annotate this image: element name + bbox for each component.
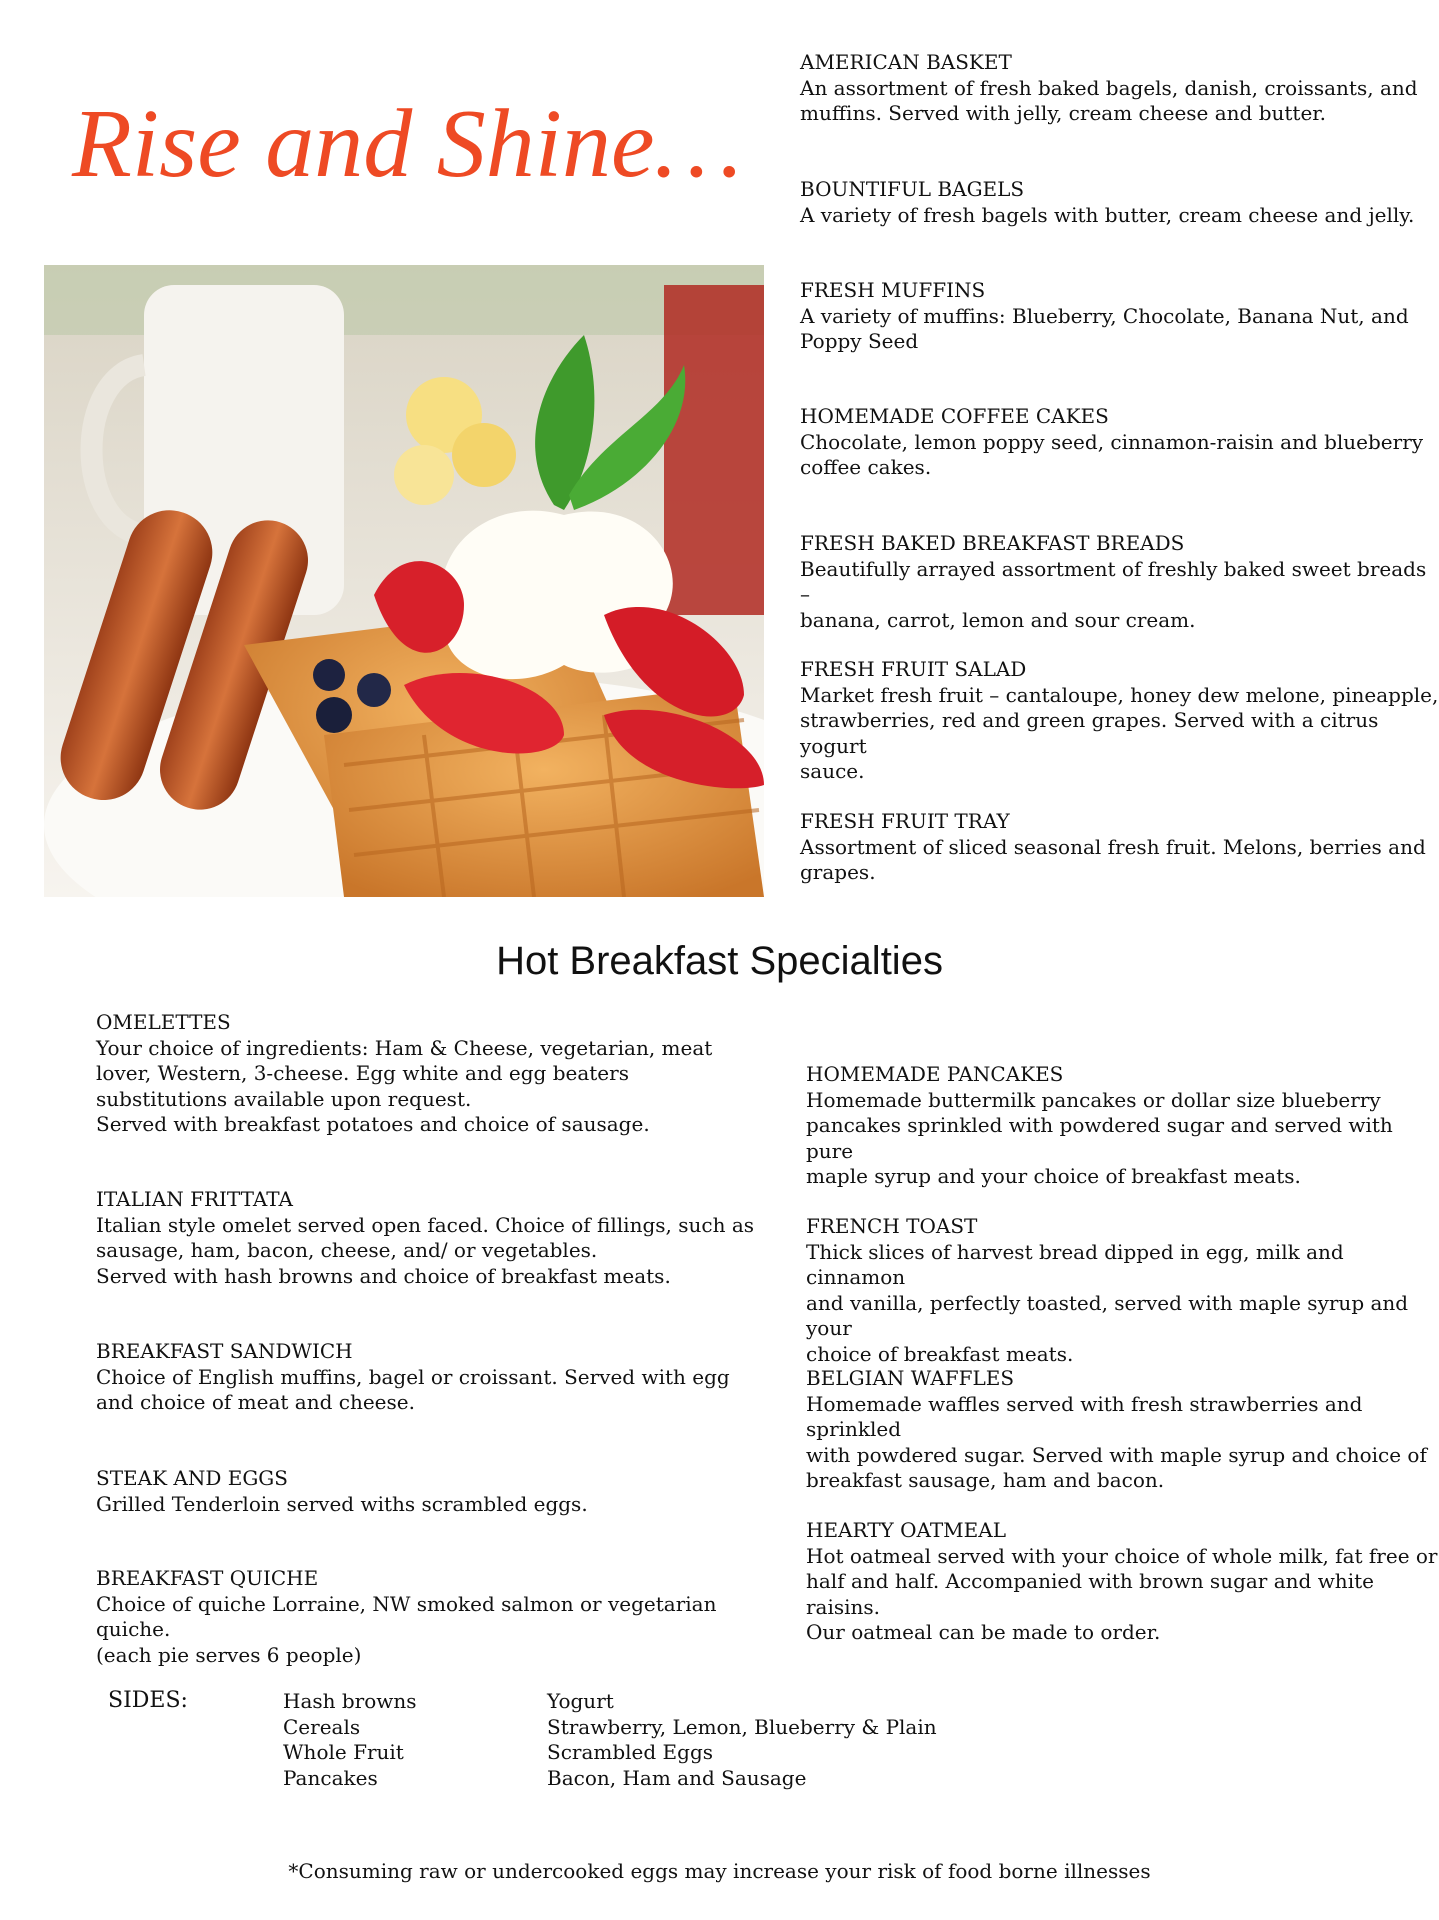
- menu-item-name: OMELETTES: [96, 1010, 231, 1034]
- sides-item: Bacon, Ham and Sausage: [547, 1765, 807, 1790]
- sides-item: Cereals: [283, 1714, 361, 1739]
- menu-item: [806, 1214, 1439, 1367]
- menu-item: [96, 1466, 588, 1517]
- sides-item: Pancakes: [283, 1765, 378, 1790]
- menu-item-description: Italian style omelet served open faced. Choice of fillings, such as sausage, ham, bacon, cheese, and/ or vegetables. Served with hash browns and choice of breakfast meats.: [96, 1212, 755, 1288]
- menu-item-description: Your choice of ingredients: Ham & Cheese, vegetarian, meat lover, Western, 3-cheese. Egg white and egg beaters substitutions available upon request. Served with breakfast potatoes and choice of sausage.: [96, 1035, 713, 1136]
- sides-item: Scrambled Eggs: [547, 1740, 714, 1764]
- menu-item-name: BELGIAN WAFFLES: [806, 1366, 1015, 1390]
- menu-item-name: HEARTY OATMEAL: [806, 1518, 1006, 1542]
- menu-item-name: FRESH BAKED BREAKFAST BREADS: [800, 531, 1185, 555]
- sides-list: [283, 1689, 417, 1791]
- sides-label: SIDES:: [108, 1688, 188, 1713]
- menu-item: [800, 177, 1414, 228]
- menu-item-description: Assortment of sliced seasonal fresh fruit. Melons, berries and grapes.: [800, 834, 1426, 884]
- footnote: *Consuming raw or undercooked eggs may increase your risk of food borne illnesses: [288, 1859, 1151, 1883]
- menu-item-name: HOMEMADE COFFEE CAKES: [800, 404, 1109, 428]
- menu-item-name: AMERICAN BASKET: [800, 50, 1012, 74]
- menu-item: [800, 50, 1418, 127]
- menu-item-description: Grilled Tenderloin served withs scrambled eggs.: [96, 1491, 588, 1516]
- menu-item-name: FRESH FRUIT TRAY: [800, 809, 1010, 833]
- menu-item-description: Homemade buttermilk pancakes or dollar size blueberry pancakes sprinkled with powdered sugar and served with pure maple syrup and your choice of breakfast meats.: [806, 1087, 1393, 1188]
- menu-item-name: BREAKFAST QUICHE: [96, 1566, 319, 1590]
- menu-item: [800, 531, 1439, 633]
- menu-item-description: Market fresh fruit – cantaloupe, honey dew melone, pineapple, strawberries, red and green grapes. Served with a citrus yogurt sauce.: [800, 682, 1439, 783]
- menu-item: [806, 1062, 1439, 1190]
- menu-item: [96, 1566, 716, 1668]
- menu-item-name: BOUNTIFUL BAGELS: [800, 177, 1025, 201]
- menu-item: [806, 1366, 1439, 1494]
- menu-item: [800, 809, 1426, 886]
- menu-item-name: HOMEMADE PANCAKES: [806, 1062, 1064, 1086]
- menu-item-description: Thick slices of harvest bread dipped in egg, milk and cinnamon and vanilla, perfectly toasted, served with maple syrup and your choice of breakfast meats.: [806, 1239, 1409, 1366]
- menu-item-description: A variety of fresh bagels with butter, cream cheese and jelly.: [800, 202, 1415, 227]
- menu-item: [806, 1518, 1439, 1646]
- menu-item-description: Hot oatmeal served with your choice of whole milk, fat free or half and half. Accompanied with brown sugar and white raisins. Our oatmeal can be made to order.: [806, 1543, 1438, 1644]
- menu-item-name: BREAKFAST SANDWICH: [96, 1339, 353, 1363]
- menu-item-description: Choice of English muffins, bagel or croissant. Served with egg and choice of meat and cheese.: [96, 1364, 730, 1414]
- sides-list: [547, 1689, 937, 1791]
- menu-item-description: Chocolate, lemon poppy seed, cinnamon-raisin and blueberry coffee cakes.: [800, 429, 1424, 479]
- menu-item-description: A variety of muffins: Blueberry, Chocolate, Banana Nut, and Poppy Seed: [800, 303, 1409, 353]
- waffle-breakfast-photo: [44, 265, 764, 897]
- sides-item: Hash browns: [283, 1689, 417, 1713]
- sides-item: Strawberry, Lemon, Blueberry & Plain: [547, 1714, 937, 1739]
- menu-item: [800, 657, 1439, 785]
- menu-item: [800, 278, 1409, 355]
- sides-item: Whole Fruit: [283, 1740, 404, 1764]
- menu-item-name: FRESH MUFFINS: [800, 278, 986, 302]
- menu-item-description: Beautifully arrayed assortment of freshly baked sweet breads – banana, carrot, lemon and sour cream.: [800, 556, 1427, 632]
- menu-item: [800, 404, 1423, 481]
- section-heading: Hot Breakfast Specialties: [496, 939, 943, 983]
- menu-item-description: Choice of quiche Lorraine, NW smoked salmon or vegetarian quiche. (each pie serves 6 people): [96, 1591, 717, 1667]
- menu-item: [96, 1010, 712, 1138]
- menu-item: [96, 1339, 730, 1416]
- menu-item-name: FRENCH TOAST: [806, 1214, 978, 1238]
- page-title: Rise and Shine…: [72, 90, 742, 198]
- menu-item-description: Homemade waffles served with fresh strawberries and sprinkled with powdered sugar. Served with maple syrup and choice of breakfast sausage, ham and bacon.: [806, 1391, 1427, 1492]
- sides-item: Yogurt: [547, 1689, 614, 1713]
- menu-item-description: An assortment of fresh baked bagels, danish, croissants, and muffins. Served with jelly, cream cheese and butter.: [800, 75, 1418, 125]
- menu-item: [96, 1187, 754, 1289]
- menu-item-name: ITALIAN FRITTATA: [96, 1187, 293, 1211]
- menu-item-name: FRESH FRUIT SALAD: [800, 657, 1027, 681]
- menu-item-name: STEAK AND EGGS: [96, 1466, 288, 1490]
